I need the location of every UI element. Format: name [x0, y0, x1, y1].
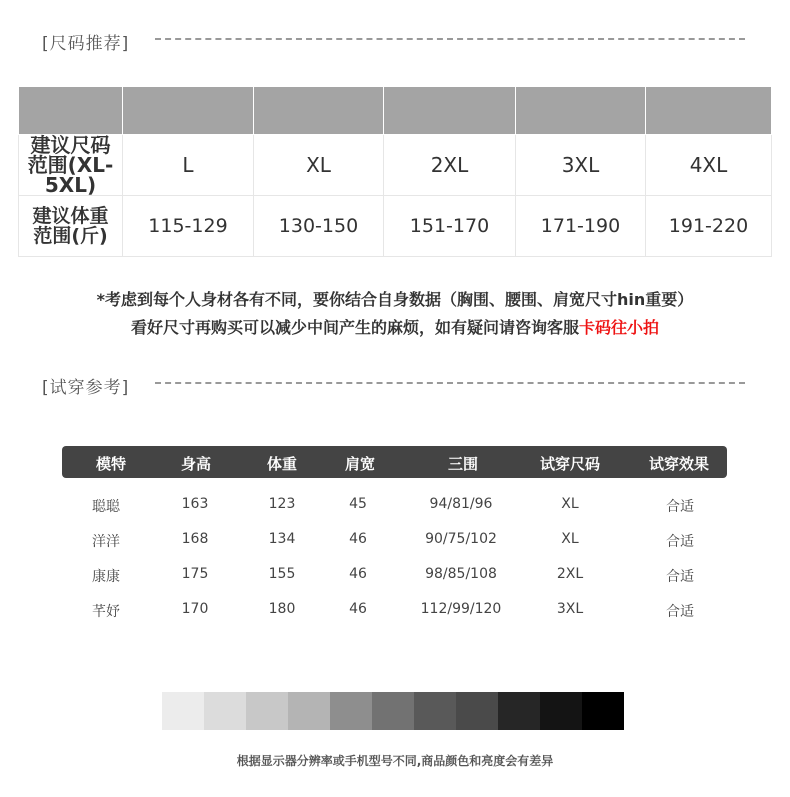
gray-swatch	[498, 692, 540, 730]
size-row-label	[19, 135, 123, 196]
model-height: 175	[181, 566, 209, 582]
model-measurements: 98/85/108	[425, 566, 497, 582]
model-shoulder: 46	[349, 531, 367, 547]
gray-swatch	[582, 692, 624, 730]
weight-cell: 151-170	[384, 196, 516, 257]
size-note-line-1: *考虑到每个人身材各有不同，要你结合自身数据（胸围、腰围、肩宽尺寸hin重要）	[96, 290, 694, 309]
header-cell	[516, 87, 646, 135]
header-cell	[646, 87, 772, 135]
weight-cell: 115-129	[123, 196, 254, 257]
weight-row	[19, 196, 772, 257]
model-row	[0, 566, 790, 586]
size-row	[19, 135, 772, 196]
weight-cell: 130-150	[254, 196, 384, 257]
gray-swatch	[456, 692, 498, 730]
gray-swatch	[162, 692, 204, 730]
model-name: 聪聪	[92, 499, 120, 515]
size-cell: XL	[254, 135, 384, 196]
model-weight: 180	[268, 601, 296, 617]
gray-swatch	[330, 692, 372, 730]
tryon-section-title: [试穿参考]	[42, 378, 130, 398]
model-measurements: 94/81/96	[429, 496, 493, 512]
model-row	[0, 601, 790, 621]
header-cell	[254, 87, 384, 135]
row-label-line: 范围(XL-5XL)	[27, 153, 114, 197]
model-table-header	[62, 446, 727, 478]
size-section-divider	[155, 38, 745, 40]
gray-swatch	[288, 692, 330, 730]
header-tried-size: 试穿尺码	[539, 455, 601, 473]
model-weight: 123	[268, 496, 296, 512]
model-height: 168	[181, 531, 209, 547]
size-cell: 2XL	[384, 135, 516, 196]
model-height: 163	[181, 496, 209, 512]
header-weight: 体重	[266, 455, 298, 473]
model-shoulder: 45	[349, 496, 367, 512]
model-tried-size: XL	[561, 531, 579, 547]
model-tried-size: 2XL	[556, 566, 584, 582]
size-note-highlight: 卡码往小拍	[579, 318, 660, 337]
header-cell	[123, 87, 254, 135]
model-weight: 155	[268, 566, 296, 582]
model-measurements: 90/75/102	[425, 531, 497, 547]
model-measurements: 112/99/120	[420, 601, 502, 617]
gray-swatch	[246, 692, 288, 730]
size-note-text: 看好尺寸再购买可以减少中间产生的麻烦，如有疑问请咨询客服	[130, 318, 579, 337]
size-cell: L	[123, 135, 254, 196]
size-cell: 3XL	[516, 135, 646, 196]
size-cell: 4XL	[646, 135, 772, 196]
gray-swatch	[540, 692, 582, 730]
gray-swatch	[204, 692, 246, 730]
weight-row-label	[19, 196, 123, 257]
model-name: 洋洋	[92, 534, 120, 550]
header-model: 模特	[95, 455, 127, 473]
weight-cell: 191-220	[646, 196, 772, 257]
model-weight: 134	[268, 531, 296, 547]
gray-scale-strip	[162, 692, 624, 730]
header-cell	[384, 87, 516, 135]
model-row	[0, 531, 790, 551]
model-name: 芊妤	[92, 604, 120, 620]
model-row	[0, 496, 790, 516]
color-disclaimer: 根据显示器分辨率或手机型号不同,商品颜色和亮度会有差异	[236, 754, 554, 768]
header-measurements: 三围	[447, 455, 479, 473]
model-fit-result: 合适	[666, 569, 694, 585]
size-table	[18, 86, 772, 257]
model-fit-result: 合适	[666, 499, 694, 515]
model-height: 170	[181, 601, 209, 617]
model-tried-size: 3XL	[556, 601, 584, 617]
size-table-header-row	[19, 87, 772, 135]
header-fit-result: 试穿效果	[648, 455, 710, 473]
model-tried-size: XL	[561, 496, 579, 512]
row-label-line: 建议体重	[32, 205, 109, 227]
header-shoulder: 肩宽	[344, 455, 376, 473]
model-shoulder: 46	[349, 566, 367, 582]
size-section-title: [尺码推荐]	[42, 34, 130, 54]
weight-cell: 171-190	[516, 196, 646, 257]
header-height: 身高	[180, 455, 212, 473]
header-cell	[19, 87, 123, 135]
model-shoulder: 46	[349, 601, 367, 617]
gray-swatch	[414, 692, 456, 730]
row-label-line: 范围(斤)	[33, 225, 108, 247]
model-name: 康康	[92, 569, 120, 585]
model-fit-result: 合适	[666, 534, 694, 550]
model-fit-result: 合适	[666, 604, 694, 620]
gray-swatch	[372, 692, 414, 730]
row-label-line: 建议尺码	[30, 133, 111, 157]
tryon-section-divider	[155, 382, 745, 384]
size-note-line-2	[0, 315, 790, 338]
